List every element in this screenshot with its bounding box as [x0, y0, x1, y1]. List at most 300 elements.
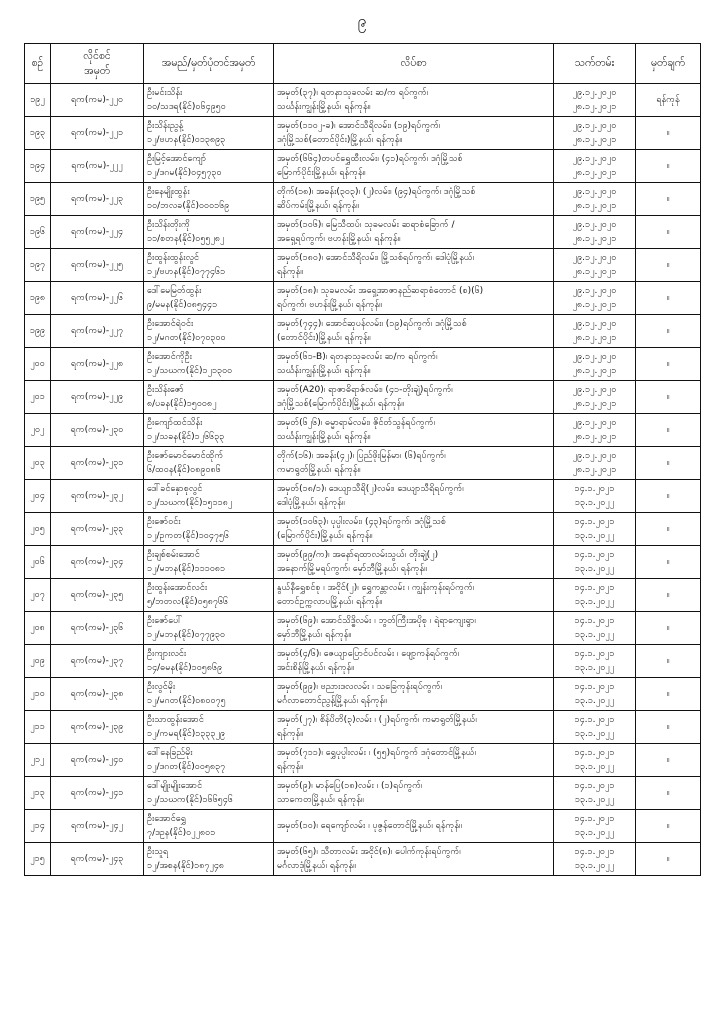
address-line2: သင်္ဃန်းကျွန်းမြို့နယ်၊ ရန်ကုန်။: [277, 366, 371, 376]
table-row: [25, 414, 701, 447]
valid-to: ၂၈.၁၂.၂၀၂၁: [572, 300, 617, 310]
remark-cell: ။: [636, 150, 701, 183]
validity-cell: [554, 183, 636, 216]
table-row: [25, 645, 701, 678]
address-line1: အမှတ်(၃၇)၊ ရတနာသုခလမ်း ဆ/က ရပ်ကွက်၊: [277, 88, 429, 98]
name-cell: [144, 678, 274, 711]
address-cell: [274, 678, 554, 711]
valid-from: ၂၉.၁၂.၂၀၂၀: [572, 286, 617, 296]
address-cell: [274, 744, 554, 777]
table-row: [25, 744, 701, 777]
valid-to: ၂၈.၁၂.၂၀၂၁: [572, 267, 617, 277]
license-number: ရက(ကမ)-၂၃၄: [51, 546, 144, 579]
remark-cell: ။: [636, 216, 701, 249]
holder-nrc: ၆/ထဝန(နိုင်)၀၈၉၀၈၆: [147, 465, 221, 475]
valid-from: ၂၉.၁၂.၂၀၂၀: [572, 88, 617, 98]
name-cell: [144, 579, 274, 612]
license-number: ရက(ကမ)-၂၃၅: [51, 579, 144, 612]
holder-nrc: ၁၀/သဒရ(နိုင်)၀၆၄၉၅၀: [147, 102, 226, 112]
license-number: ရက(ကမ)-၂၃၂: [51, 480, 144, 513]
remark-cell: ။: [636, 843, 701, 876]
holder-name: ဦးထွန်းအောင်လင်း: [147, 583, 208, 593]
table-row: [25, 579, 701, 612]
name-cell: [144, 282, 274, 315]
valid-from: ၁၄.၁.၂၀၂၁: [574, 715, 615, 725]
address-line1: အမှတ်(၁၈၀)၊ အောင်သီရိလမ်း၊ မြို့သစ်ရပ်ကွက်၊ ဒေါပုံမြို့နယ်၊: [277, 253, 475, 263]
address-cell: [274, 315, 554, 348]
valid-from: ၁၄.၁.၂၀၂၁: [574, 682, 615, 692]
remark-cell: ။: [636, 777, 701, 810]
row-number: ၂၁၅: [25, 843, 51, 876]
valid-to: ၂၈.၁၂.၂၀၂၁: [572, 135, 617, 145]
table-row: [25, 843, 701, 876]
remark-cell: ။: [636, 183, 701, 216]
validity-cell: [554, 744, 636, 777]
remark-cell: ။: [636, 117, 701, 150]
valid-from: ၂၉.၁၂.၂၀၂၀: [572, 154, 617, 164]
license-number: ရက(ကမ)-၂၄၁: [51, 777, 144, 810]
row-number: ၂၁၂: [25, 744, 51, 777]
holder-name: ဦးအောင်ကိုဦး: [147, 352, 192, 362]
holder-nrc: ၁၂/မဂတ(နိုင်)၀၇၀၃၀၀: [147, 333, 226, 343]
validity-cell: [554, 381, 636, 414]
holder-name: ဦးဇော်မောင်မောင်ထိုက်: [147, 451, 224, 461]
table-row: [25, 381, 701, 414]
validity-cell: [554, 315, 636, 348]
header-license: [51, 44, 144, 84]
name-cell: [144, 546, 274, 579]
valid-to: ၂၈.၁၂.၂၀၂၁: [572, 201, 617, 211]
address-line2: ဒေါပုံမြို့နယ်၊ ရန်ကုန်။: [277, 498, 345, 508]
remark-cell: ။: [636, 546, 701, 579]
header-remark: မှတ်ချက်: [636, 44, 701, 84]
row-number: ၂၀၁: [25, 381, 51, 414]
valid-to: ၁၃.၁.၂၀၂၂: [574, 762, 615, 772]
address-cell: [274, 645, 554, 678]
holder-nrc: ၉/မမန(နိုင်)၀၈၅၄၄၁: [147, 300, 218, 310]
holder-nrc: ၁၂/သဃက(နိုင်)၁၂၁၃၀၀: [147, 366, 233, 376]
validity-cell: [554, 711, 636, 744]
holder-nrc: ၁၂/မဘန(နိုင်)၀၇၇၉၃၀: [147, 630, 226, 640]
row-number: ၁၉၇: [25, 249, 51, 282]
holder-name: ဦးသိန်းညွန့်: [147, 121, 184, 131]
name-cell: [144, 315, 274, 348]
row-number: ၁၉၂: [25, 84, 51, 117]
name-cell: [144, 414, 274, 447]
address-cell: [274, 579, 554, 612]
valid-to: ၂၈.၁၂.၂၀၂၁: [572, 168, 617, 178]
address-cell: [274, 117, 554, 150]
address-line2: ကမာရွတ်မြို့နယ်၊ ရန်ကုန်။: [277, 465, 361, 475]
license-number: ရက(ကမ)-၂၂၄: [51, 216, 144, 249]
address-line2: မင်္ဂလာတောင်ညွန့်မြို့နယ်၊ ရန်ကုန်။: [277, 696, 387, 706]
address-line1: တိုက်(၁၆)၊ အခန်း(၄၂)၊ ပြည်ဖိုးမြန်မာ၊ (၆)ရပ်ကွက်၊: [277, 451, 446, 461]
header-name-nrc: အမည်/မှတ်ပုံတင်အမှတ်: [144, 44, 274, 84]
holder-nrc: ၁၂/ဒဂတ(နိုင်)၀၀၅၈၃၇: [147, 762, 226, 772]
valid-from: ၂၉.၁၂.၂၀၂၀: [572, 418, 617, 428]
valid-from: ၁၄.၁.၂၀၂၁: [574, 616, 615, 626]
name-cell: [144, 513, 274, 546]
remark-cell: ။: [636, 645, 701, 678]
valid-from: ၁၄.၁.၂၀၂၁: [574, 583, 615, 593]
remark-cell: ။: [636, 612, 701, 645]
valid-from: ၁၄.၁.၂၀၂၁: [574, 484, 615, 494]
valid-to: ၁၃.၁.၂၀၂၂: [574, 861, 615, 871]
valid-from: ၂၉.၁၂.၂၀၂၀: [572, 121, 617, 131]
remark-cell: ။: [636, 447, 701, 480]
holder-nrc: ၁၂/ဥကတ(နိုင်)၁၀၄၇၅၆: [147, 531, 230, 541]
holder-nrc: ၁၂/သဃက(နိုင်)၁၆၆၅၄၆: [147, 795, 233, 805]
valid-to: ၂၈.၁၂.၂၀၂၁: [572, 399, 617, 409]
address-line2: သင်္ဃန်းကျွန်းမြို့နယ်၊ ရန်ကုန်။: [277, 102, 371, 112]
license-number: ရက(ကမ)-၂၂၇: [51, 315, 144, 348]
remark-cell: ။: [636, 381, 701, 414]
remark-cell: ။: [636, 810, 701, 843]
address-cell: [274, 843, 554, 876]
address-cell: [274, 348, 554, 381]
holder-name: ဒေါ်မေမြတ်ထွန်း: [147, 286, 202, 296]
license-number: ရက(ကမ)-၂၂၁: [51, 117, 144, 150]
valid-to: ၁၃.၁.၂၀၂၂: [574, 498, 615, 508]
license-number: ရက(ကမ)-၂၂၀: [51, 84, 144, 117]
table-row: [25, 711, 701, 744]
holder-name: ဦးဇော်ပေါ်: [147, 616, 183, 626]
holder-nrc: ၁၂/ကမရ(နိုင်)၁၃၃၃၂၉: [147, 729, 226, 739]
license-number: ရက(ကမ)-၂၂၂: [51, 150, 144, 183]
address-line1: အမှတ်(၁၀)၊ ရေကျော်လမ်း ၊ ပုဇွန်တောင်မြို့နယ်၊ ရန်ကုန်။: [277, 821, 462, 831]
header-no: စဉ်: [25, 44, 51, 84]
address-line1: အမှတ်(၁၁၀၂-ခ)၊ အောင်သီရိလမ်း၊ (၁၉)ရပ်ကွက်၊: [277, 121, 441, 131]
name-cell: [144, 216, 274, 249]
valid-to: ၁၃.၁.၂၀၂၂: [574, 696, 615, 706]
header-row: [25, 44, 701, 84]
holder-name: ဦးကျားလင်း: [147, 649, 187, 659]
address-line2: မင်္ဂလာဒုံမြို့နယ်၊ ရန်ကုန်။: [277, 861, 356, 871]
valid-to: ၁၃.၁.၂၀၂၂: [574, 531, 615, 541]
validity-cell: [554, 546, 636, 579]
address-line1: အမှတ်(၇၁၁)၊ ရွှေပုပ္ပါးလမ်း ၊ (၅၅)ရပ်ကွက် ဒဂုံတောင်မြို့နယ်၊: [277, 748, 476, 758]
license-register-table: [24, 43, 701, 876]
name-cell: [144, 381, 274, 414]
holder-name: ဒေါ်ခင်နှောစုလွင်: [147, 484, 203, 494]
validity-cell: [554, 414, 636, 447]
validity-cell: [554, 843, 636, 876]
address-line1: နွယ်နီရွှေစင်စု ၊ အငိုင်(၂)၊ ရွှေကန္တာလမ်း ၊ ကျွန်းကုန်းရပ်ကွက်၊: [277, 583, 475, 593]
valid-to: ၁၃.၁.၂၀၂၂: [574, 564, 615, 574]
table-row: [25, 183, 701, 216]
validity-cell: [554, 579, 636, 612]
address-line2: မြောက်ပိုင်းမြို့နယ်၊ ရန်ကုန်။: [277, 168, 366, 178]
address-cell: [274, 216, 554, 249]
valid-from: ၂၉.၁၂.၂၀၂၀: [572, 319, 617, 329]
license-number: ရက(ကမ)-၂၂၅: [51, 249, 144, 282]
valid-to: ၂၈.၁၂.၂၀၂၁: [572, 366, 617, 376]
address-line2: ဆိပ်ကမ်းမြို့နယ်၊ ရန်ကုန်။: [277, 201, 359, 211]
holder-nrc: ၁၄/ဓမန(နိုင်)၁၀၅၈၆၉: [147, 663, 223, 673]
header-validity: သက်တမ်း: [554, 44, 636, 84]
address-line2: ရပ်ကွက်၊ ဗဟန်းမြို့နယ်၊ ရန်ကုန်။: [277, 300, 382, 310]
row-number: ၂၀၇: [25, 579, 51, 612]
address-cell: [274, 183, 554, 216]
table-row: [25, 315, 701, 348]
remark-cell: ရန်ကုန်: [636, 84, 701, 117]
table-row: [25, 513, 701, 546]
address-line2: ဒဂုံမြို့သစ်(မြောက်ပိုင်း)မြို့နယ်၊ ရန်ကုန်။: [277, 399, 405, 409]
address-line2: အနောက်မြို့မရပ်ကွက်၊ မှော်ဘီမြို့နယ်၊ ရန်ကုန်။: [277, 564, 427, 574]
address-line1: အမှတ်(၇၄၄)၊ အောင်ဆုပန်လမ်း၊ (၁၉)ရပ်ကွက်၊ ဒဂုံမြို့သစ်: [277, 319, 467, 329]
validity-cell: [554, 513, 636, 546]
license-number: ရက(ကမ)-၂၃၈: [51, 678, 144, 711]
holder-nrc: ၁၂/ဗဟန(နိုင်)၀၇၇၄၆၁: [147, 267, 226, 277]
row-number: ၁၉၃: [25, 117, 51, 150]
license-number: ရက(ကမ)-၂၄၃: [51, 843, 144, 876]
address-cell: [274, 810, 554, 843]
validity-cell: [554, 84, 636, 117]
valid-from: ၁၄.၁.၂၀၂၁: [574, 748, 615, 758]
holder-name: ဦးထွန်းထွန်းလွင်: [147, 253, 199, 263]
address-line2: တောင်ဥက္ကလာပမြို့နယ်၊ ရန်ကုန်။: [277, 597, 383, 607]
validity-cell: [554, 117, 636, 150]
name-cell: [144, 810, 274, 843]
remark-cell: ။: [636, 315, 701, 348]
valid-from: ၂၉.၁၂.၂၀၂၀: [572, 253, 617, 263]
license-number: ရက(ကမ)-၂၂၉: [51, 381, 144, 414]
row-number: ၂၀၉: [25, 645, 51, 678]
valid-to: ၂၈.၁၂.၂၀၂၁: [572, 333, 617, 343]
remark-cell: ။: [636, 711, 701, 744]
holder-name: ဦးကျော်ထင်သိန်း: [147, 418, 203, 428]
name-cell: [144, 117, 274, 150]
holder-name: ဦးလွင်မိုး: [147, 682, 176, 692]
holder-nrc: ၅/ဘတလ(နိုင်)၀၅၈၇၆၆: [147, 597, 229, 607]
address-cell: [274, 414, 554, 447]
validity-cell: [554, 150, 636, 183]
address-line1: အမှတ်(၆၁-B)၊ ရတနာသုခလမ်း ဆ/က ရပ်ကွက်၊: [277, 352, 438, 362]
row-number: ၁၉၅: [25, 183, 51, 216]
address-line2: သာကေတမြို့နယ်၊ ရန်ကုန်။: [277, 795, 364, 805]
row-number: ၂၁၃: [25, 777, 51, 810]
row-number: ၂၀၄: [25, 480, 51, 513]
row-number: ၂၁၁: [25, 711, 51, 744]
holder-name: ဦးမင်းသိန်း: [147, 88, 183, 98]
holder-nrc: ၁၂/သဃက(နိုင်)၁၅၁၁၈၂: [147, 498, 233, 508]
page-number: ၉: [357, 11, 367, 30]
address-line2: သင်္ဃန်းကျွန်းမြို့နယ်၊ ရန်ကုန်။: [277, 432, 371, 442]
address-line1: အမှတ်(၆၅)၊ သီတာလမ်း အငိုင်(၈)၊ ပေါက်ကုန်းရပ်ကွက်၊: [277, 847, 461, 857]
valid-from: ၂၉.၁၂.၂၀၂၀: [572, 220, 617, 230]
name-cell: [144, 777, 274, 810]
valid-from: ၂၉.၁၂.၂၀၂၀: [572, 352, 617, 362]
address-cell: [274, 777, 554, 810]
holder-name: ဦးချစ်စမ်းအောင်: [147, 550, 200, 560]
table-row: [25, 216, 701, 249]
holder-nrc: ၁၂/ဒဂမ(နိုင်)၀၄၅၇၃၀: [147, 168, 222, 178]
row-number: ၂၀၂: [25, 414, 51, 447]
name-cell: [144, 447, 274, 480]
license-number: ရက(ကမ)-၂၄၂: [51, 810, 144, 843]
license-number: ရက(ကမ)-၂၃၃: [51, 513, 144, 546]
address-line1: အမှတ်(၁၈/၁)၊ ဒေယျာသီရိ(၂)လမ်း၊ ဒေယျာသီရိရပ်ကွက်၊: [277, 484, 464, 494]
table-row: [25, 810, 701, 843]
name-cell: [144, 843, 274, 876]
validity-cell: [554, 810, 636, 843]
address-line1: အမှတ်(၁၀၆)၊ မြေသီထပ်၊ သုခမလမ်း ဆရာစံခြောက် /: [277, 220, 455, 230]
address-line2: ရန်ကုန်။: [277, 267, 304, 277]
address-cell: [274, 711, 554, 744]
row-number: ၂၀၈: [25, 612, 51, 645]
table-row: [25, 84, 701, 117]
row-number: ၂၀၃: [25, 447, 51, 480]
header-address: လိပ်စာ: [274, 44, 554, 84]
row-number: ၂၁၄: [25, 810, 51, 843]
holder-name: ဦးဇော်ဝင်း: [147, 517, 181, 527]
valid-from: ၁၄.၁.၂၀၂၁: [574, 649, 615, 659]
valid-to: ၂၈.၁၂.၂၀၂၁: [572, 102, 617, 112]
address-cell: [274, 480, 554, 513]
validity-cell: [554, 480, 636, 513]
holder-nrc: ၈/ပခန(နိုင်)၁၅၀၀၈၂: [147, 399, 217, 409]
license-number: ရက(ကမ)-၂၃၀: [51, 414, 144, 447]
name-cell: [144, 744, 274, 777]
name-cell: [144, 480, 274, 513]
name-cell: [144, 711, 274, 744]
remark-cell: ။: [636, 513, 701, 546]
holder-name: ဒေါ်မျိုးမျိုးအောင်: [147, 781, 203, 791]
name-cell: [144, 183, 274, 216]
valid-to: ၁၃.၁.၂၀၂၂: [574, 597, 615, 607]
address-line1: အမှတ်(၂၇)၊ စိန်ပိတိ(၃)လမ်း ၊ (၂)ရပ်ကွက်၊ ကမာရွတ်မြို့နယ်၊: [277, 715, 477, 725]
holder-nrc: ၁၂/မဘန(နိုင်)၁၁၁၀၈၁: [147, 564, 226, 574]
remark-cell: ။: [636, 348, 701, 381]
header-license-line1: လိုင်စင်: [83, 49, 111, 62]
name-cell: [144, 612, 274, 645]
table-row: [25, 150, 701, 183]
address-line1: အမှတ်(၄/၆)၊ ဇေယျာပြောင်ပင်လမ်း ၊ ဖျော့ကန်ရပ်ကွက်၊: [277, 649, 460, 659]
address-cell: [274, 546, 554, 579]
license-number: ရက(ကမ)-၂၃၁: [51, 447, 144, 480]
validity-cell: [554, 348, 636, 381]
name-cell: [144, 249, 274, 282]
name-cell: [144, 150, 274, 183]
validity-cell: [554, 249, 636, 282]
valid-to: ၂၈.၁၂.၂၀၂၁: [572, 465, 617, 475]
address-cell: [274, 612, 554, 645]
valid-from: ၁၄.၁.၂၀၂၁: [574, 781, 615, 791]
remark-cell: ။: [636, 414, 701, 447]
valid-to: ၂၈.၁၂.၂၀၂၁: [572, 234, 617, 244]
table-row: [25, 282, 701, 315]
validity-cell: [554, 777, 636, 810]
address-line1: အမှတ်(၆၂၆)၊ ဓမ္မာရာမ်လမ်း၊ ဇိုင်တ်သွန်ရပ်ကွက်၊: [277, 418, 435, 428]
address-line1: အမှတ်(၉၉/က)၊ အနော်ရထာလမ်းသွယ်၊ တိုးချဲ့(၂): [277, 550, 439, 560]
address-cell: [274, 282, 554, 315]
address-line1: အမှတ်(A20)၊ ရာဇာဓိရာဇ်လမ်း၊ (၄၁-တိုးချဲ့)ရပ်ကွက်၊: [277, 385, 453, 395]
row-number: ၁၉၄: [25, 150, 51, 183]
address-line1: အမှတ်(၆၉)၊ အောင်သိဒ္ဓိလမ်း ၊ ဘွတ်ကြီးအပိုစု ၊ ရဲရာကျေးရွာ၊: [277, 616, 476, 626]
address-line1: အမှတ်(၉)၊ မာန်ပြေ(၁၈)လမ်း ၊ (၁)ရပ်ကွက်၊: [277, 781, 423, 791]
license-number: ရက(ကမ)-၂၂၃: [51, 183, 144, 216]
holder-name: ဦးသာထွန်းအောင်: [147, 715, 204, 725]
valid-from: ၁၄.၁.၂၀၂၁: [574, 814, 615, 824]
holder-nrc: ၁၂/သခန(နိုင်)၁၂၆၆၃၃: [147, 432, 225, 442]
valid-from: ၂၉.၁၂.၂၀၂၀: [572, 187, 617, 197]
address-cell: [274, 249, 554, 282]
address-line2: ဒဂုံမြို့သစ်(တောင်ပိုင်း)မြို့နယ်၊ ရန်ကုန်။: [277, 135, 403, 145]
valid-from: ၂၉.၁၂.၂၀၂၀: [572, 451, 617, 461]
table-row: [25, 117, 701, 150]
address-line2: (တောင်ပိုင်း)မြို့နယ်၊ ရန်ကုန်။: [277, 333, 371, 343]
table-row: [25, 678, 701, 711]
address-line2: (မြောက်ပိုင်း)မြို့နယ်၊ ရန်ကုန်။: [277, 531, 373, 541]
address-cell: [274, 381, 554, 414]
holder-name: ဦးမြင့်အောင်ကျော်: [147, 154, 207, 164]
holder-name: ဦးအောင်ရဲဝင်း: [147, 319, 194, 329]
row-number: ၂၁၀: [25, 678, 51, 711]
table-row: [25, 249, 701, 282]
validity-cell: [554, 645, 636, 678]
holder-name: ဦးအောင်ရွှေ: [147, 814, 186, 824]
license-number: ရက(ကမ)-၂၃၆: [51, 612, 144, 645]
valid-to: ၁၃.၁.၂၀၂၂: [574, 663, 615, 673]
remark-cell: ။: [636, 480, 701, 513]
valid-to: ၁၃.၁.၂၀၂၂: [574, 795, 615, 805]
row-number: ၂၀၅: [25, 513, 51, 546]
address-line1: အမှတ်(၁၀၆၃)၊ ပုပ္ပါးလမ်း၊ (၄၃)ရပ်ကွက်၊ ဒဂုံမြို့သစ်: [277, 517, 446, 527]
name-cell: [144, 645, 274, 678]
valid-to: ၁၃.၁.၂၀၂၂: [574, 729, 615, 739]
address-line1: အမှတ်(၁၈)၊ သုခမလမ်း အရှေ့အာဇာနည်ဆရာစံတောင် (စ)(၆): [277, 286, 484, 296]
address-line2: အင်းစိန်မြို့နယ်၊ ရန်ကုန်။: [277, 663, 354, 673]
holder-name: ဦးနေမျိုးထွန်း: [147, 187, 190, 197]
address-line1: အမှတ်(၉၉)၊ ဗညားဒလလမ်း ၊ သခြေကုန်းရပ်ကွက်၊: [277, 682, 442, 692]
table-row: [25, 480, 701, 513]
address-cell: [274, 84, 554, 117]
remark-cell: ။: [636, 744, 701, 777]
license-number: ရက(ကမ)-၂၂၈: [51, 348, 144, 381]
header-license-line2: အမှတ်: [84, 64, 110, 77]
table-row: [25, 447, 701, 480]
remark-cell: ။: [636, 249, 701, 282]
table-row: [25, 348, 701, 381]
valid-from: ၂၉.၁၂.၂၀၂၀: [572, 385, 617, 395]
holder-name: ဦးသူရ: [147, 847, 169, 857]
address-line2: မှော်ဘီမြို့နယ်၊ ရန်ကုန်။: [277, 630, 352, 640]
address-line2: ရန်ကုန်။: [277, 729, 304, 739]
valid-to: ၁၃.၁.၂၀၂၂: [574, 630, 615, 640]
table-row: [25, 612, 701, 645]
row-number: ၁၉၆: [25, 216, 51, 249]
address-line2: အရှေ့ရပ်ကွက်၊ ဗဟန်းမြို့နယ်၊ ရန်ကုန်။: [277, 234, 401, 244]
validity-cell: [554, 216, 636, 249]
holder-name: ဦးသိန်းဇော်: [147, 385, 184, 395]
remark-cell: ။: [636, 282, 701, 315]
table-row: [25, 777, 701, 810]
valid-to: ၂၈.၁၂.၂၀၂၁: [572, 432, 617, 442]
holder-nrc: ၁၁/စတန(နိုင်)၀၅၅၂၈၂: [147, 234, 225, 244]
address-cell: [274, 447, 554, 480]
address-line2: ရန်ကုန်။: [277, 762, 304, 772]
holder-nrc: ၇/ဒဥန(နိုင်)၀၂၂၈၀၁: [147, 828, 216, 838]
valid-from: ၁၄.၁.၂၀၂၁: [574, 550, 615, 560]
holder-nrc: ၁၀/ဘလခ(နိုင်)၀၀၀၁၆၉: [147, 201, 230, 211]
address-line1: အမှတ်(၆၆၄)တပင်ရွှေထီးလမ်း၊ (၄၁)ရပ်ကွက်၊ ဒဂုံမြို့သစ်: [277, 154, 463, 164]
row-number: ၁၉၈: [25, 282, 51, 315]
license-number: ရက(ကမ)-၂၂၆: [51, 282, 144, 315]
license-number: ရက(ကမ)-၂၃၉: [51, 711, 144, 744]
address-line1: တိုက်(၁၈)၊ အခန်း(၃၀၃)၊ (၂)လမ်း၊ (၉၄)ရပ်ကွက်၊ ဒဂုံမြို့သစ်: [277, 187, 476, 197]
license-number: ရက(ကမ)-၂၄၀: [51, 744, 144, 777]
validity-cell: [554, 612, 636, 645]
